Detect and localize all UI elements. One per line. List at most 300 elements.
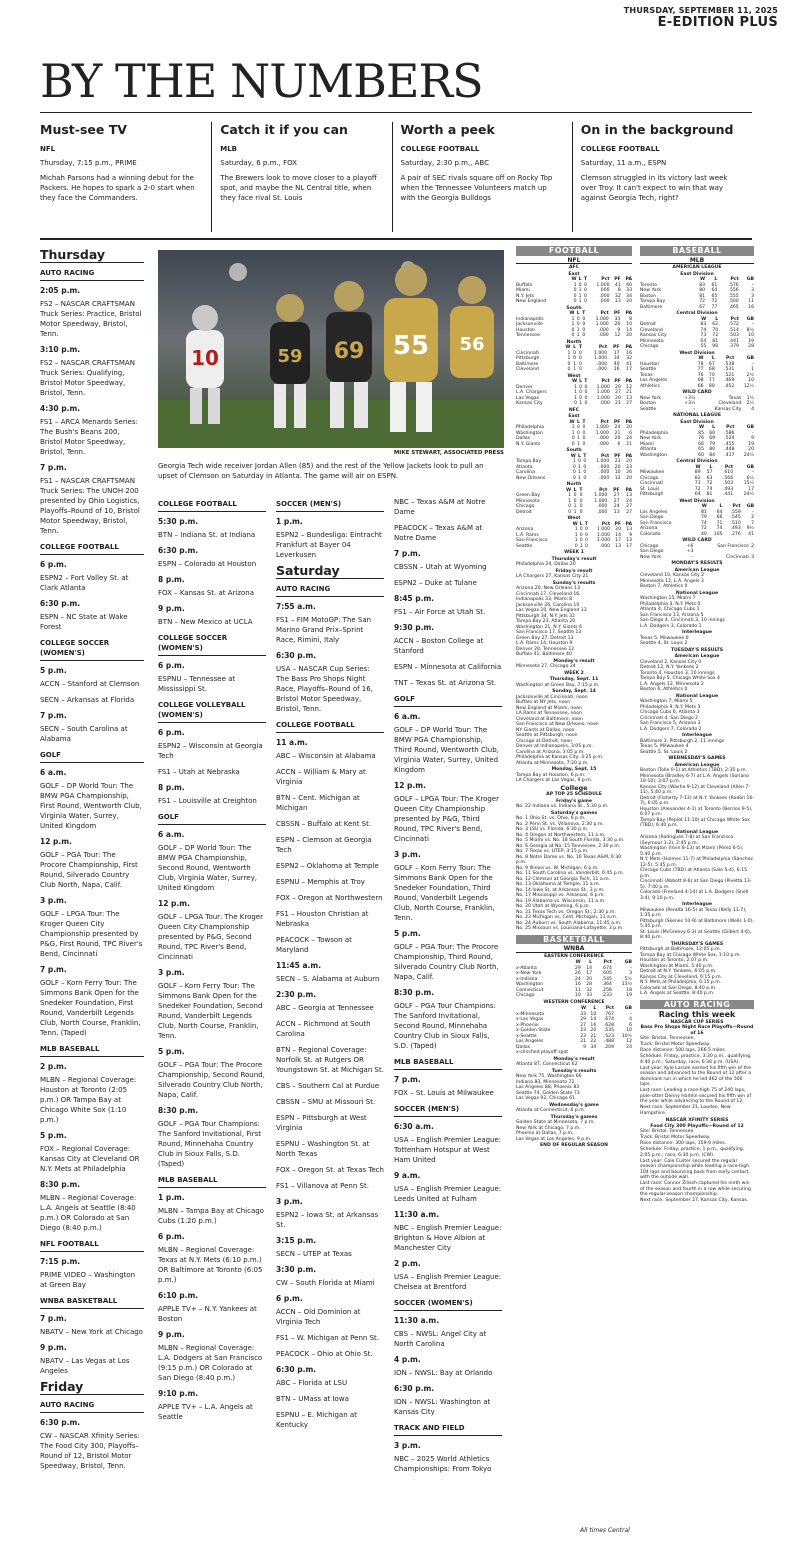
table-cell: 1 xyxy=(571,322,575,327)
table-cell: 14 xyxy=(586,965,593,971)
table-cell: .514 xyxy=(728,327,739,333)
result-line: No. 12 Clemson at Georgia Tech, 11 a.m. xyxy=(516,876,611,882)
table-cell: 0 xyxy=(572,470,576,475)
table-cell: 11 xyxy=(748,299,754,304)
results-heading: National League xyxy=(675,590,719,596)
table-cell: 1 xyxy=(571,425,575,430)
result-line: No. 6 Georgia at No. 15 Tennessee, 2:30 p.m. xyxy=(516,843,621,849)
results-heading: National League xyxy=(675,693,719,699)
column-header: T xyxy=(584,379,588,384)
table-cell: 0 xyxy=(582,316,586,322)
column-header: Pct xyxy=(730,316,739,322)
table-cell: 1 xyxy=(574,395,578,401)
table-cell: 21 xyxy=(626,441,632,447)
table-cell: Miami xyxy=(640,441,654,447)
result-line: Pittsburgh at Baltimore, 12:05 p.m. xyxy=(640,947,722,952)
table-cell: .538 xyxy=(724,361,735,367)
standings-table xyxy=(640,504,754,537)
table-cell: 16 xyxy=(574,982,581,987)
table-cell: x-Atlanta xyxy=(516,965,537,971)
standings-table xyxy=(640,425,754,458)
feature-category: NFL xyxy=(40,145,56,153)
table-cell: 20 xyxy=(626,425,632,430)
table-cell: 13 xyxy=(626,527,632,532)
result-line: Cleveland 10, Kansas City 2 xyxy=(640,573,705,578)
table-cell: 67 xyxy=(699,304,706,310)
listing-time: 3 p.m. xyxy=(276,1197,303,1206)
table-cell: 1.000 xyxy=(594,498,608,504)
table-cell: Houston xyxy=(640,361,660,367)
result-line: Atlanta at Connecticut, 6 p.m. xyxy=(516,1108,586,1113)
table-cell: 2 xyxy=(751,543,754,549)
listing-item: FOX – Oregon St. at Texas Tech xyxy=(276,1166,384,1174)
table-cell: 23 xyxy=(580,1033,587,1039)
listing-item: ESPNU – Washington St. at North Texas xyxy=(276,1140,370,1158)
table-cell: 10 xyxy=(574,993,581,998)
table-cell: .523 xyxy=(603,1033,615,1039)
result-line: Texas 5, Milwaukee 0 xyxy=(640,635,689,641)
table-cell: 68 xyxy=(697,378,704,383)
table-cell: N.Y. Giants xyxy=(516,441,541,447)
table-cell: 1 xyxy=(573,367,576,372)
listing-item: USA – English Premier League: Leeds United at Fulham xyxy=(394,1185,502,1203)
standings-table xyxy=(516,522,632,550)
result-line: Minnesota (Bradley 6-7) at L.A. Angels (Soriano 10-10), 3:07 p.m. xyxy=(640,773,749,784)
table-cell: .469 xyxy=(724,378,735,383)
listing-item: FS2 – NASCAR CRAFTSMAN Truck Series: Practice, Bristol Motor Speedway, Bristol, Tenn. xyxy=(40,300,142,338)
table-cell: 27 xyxy=(613,498,620,504)
table-cell: 1.000 xyxy=(593,350,608,356)
result-line: Washington at Green Bay, 7:15 p.m. xyxy=(516,682,600,688)
sport-heading: NFL FOOTBALL xyxy=(40,1239,144,1252)
table-cell: 1.000 xyxy=(596,395,610,401)
table-cell: 19 xyxy=(748,338,754,344)
feature-category: MLB xyxy=(220,145,238,153)
table-cell: 20 xyxy=(626,333,632,338)
table-cell: 3 xyxy=(629,971,632,976)
results-heading: Thursday's games xyxy=(550,1114,598,1120)
table-cell: 8 xyxy=(629,316,632,322)
listing-time: 8:30 p.m. xyxy=(394,988,435,997)
result-line: Jacksonville at Cincinnati, noon xyxy=(516,694,588,700)
listing-item: GOLF – LPGA Tour: The Kroger Queen City Championship presented by P&G, Second Round, TPC River's Bend, Cincinnati xyxy=(158,913,263,961)
racing-detail: Site: Bristol, Tennessee. xyxy=(640,1129,695,1134)
column-header: Pct xyxy=(732,504,741,509)
tv-listings-col-1 xyxy=(40,246,144,1477)
feature-desc: A pair of SEC rivals square off on Rocky Top when the Tennessee Volunteers match up with the Georgia Bulldogs xyxy=(400,174,553,202)
results-heading: END OF REGULAR SEASON xyxy=(540,1143,608,1148)
listing-time: 4 p.m. xyxy=(394,1355,421,1364)
column-header: GB xyxy=(624,960,632,965)
table-cell: 20 xyxy=(615,527,622,532)
result-line: LA Rams at Tennessee, noon xyxy=(516,711,582,716)
result-line: Philadelphia 9, N.Y. Mets 3 xyxy=(640,704,701,710)
table-cell: 0 xyxy=(573,493,577,498)
listing-item: SECN – UTEP at Texas xyxy=(276,1250,352,1258)
result-line: Boston (Tolle 0-1) at Athletics (TBD), 2:35 p.m. xyxy=(640,768,748,773)
listing-item: ESPN2 – Wisconsin at Georgia Tech xyxy=(158,742,263,760)
table-cell: 13 xyxy=(626,538,632,543)
table-cell: Cleveland xyxy=(516,367,539,372)
table-cell: 79 xyxy=(709,441,716,447)
racing-title: Racing this week xyxy=(658,1010,736,1019)
sport-heading: SOCCER (WOMEN'S) xyxy=(394,1298,502,1311)
table-cell: 13 xyxy=(613,509,620,515)
table-cell: 72 xyxy=(699,299,706,304)
table-row xyxy=(516,476,632,482)
game-photo xyxy=(158,250,504,448)
table-cell: .000 xyxy=(598,327,609,333)
table-cell: 4 xyxy=(751,406,754,412)
column-header: Pct xyxy=(725,356,735,361)
table-cell: Pittsburgh xyxy=(516,356,540,361)
listing-time: 2 p.m. xyxy=(40,1062,67,1071)
table-cell: 1.000 xyxy=(594,493,608,498)
table-cell: 8½ xyxy=(746,327,754,333)
table-cell: N.Y. Jets xyxy=(516,293,535,299)
results-heading: Wednesday's game xyxy=(549,1102,599,1108)
table-cell: Tampa Bay xyxy=(516,459,542,464)
table-cell: 0 xyxy=(583,459,587,464)
listing-item: FS1 – Villanova at Penn St. xyxy=(276,1182,369,1190)
result-line: Washington 15, Miami 7 xyxy=(640,596,696,601)
result-line: San Francisco 17, Seattle 13 xyxy=(516,630,582,635)
nfl-results xyxy=(516,550,632,784)
results-heading: Friday's result xyxy=(555,568,593,574)
table-cell: 1.000 xyxy=(595,430,609,436)
table-cell: 65 xyxy=(711,293,718,299)
table-cell: 62 xyxy=(712,322,719,327)
table-cell: 10 xyxy=(626,322,632,327)
table-cell: 0 xyxy=(567,361,571,367)
listing-item: PEACOCK – Towson at Maryland xyxy=(276,936,352,954)
listing-time: 3:30 p.m. xyxy=(276,1265,317,1274)
table-cell: .441 xyxy=(728,338,739,344)
table-cell: Atlanta xyxy=(640,447,657,452)
result-line: No. 3 LSU vs. Florida, 6:30 p.m. xyxy=(516,827,589,832)
table-cell: .510 xyxy=(730,520,741,526)
column-header: T xyxy=(582,311,586,316)
table-row xyxy=(640,453,754,459)
table-cell: Pittsburgh xyxy=(640,492,664,497)
table-cell: .000 xyxy=(598,436,609,441)
result-line: No. 20 Utah at Wyoming, 6 p.m. xyxy=(516,904,591,909)
table-cell: Tennessee xyxy=(516,333,540,338)
result-line: Cincinnati 4, San Diego 2 xyxy=(640,715,699,721)
table-cell: 1.000 xyxy=(595,425,609,430)
racing-cup-details xyxy=(640,1036,754,1116)
listing-item: GOLF – PGA Tour Champions: The Sanford Invitational, First Round, Minnehaha Country Club in Sioux Falls, S.D. (Taped) xyxy=(158,1120,262,1168)
column-header: Pct xyxy=(605,1006,615,1011)
division-name: South xyxy=(566,305,582,311)
league-name: AMERICAN LEAGUE xyxy=(672,265,722,270)
column-header: PA xyxy=(625,345,632,350)
feature-desc: Michah Parsons had a winning debut for the Packers. He hopes to spark a 2-0 start when they face the Commanders. xyxy=(40,174,195,202)
listing-time: 5:30 p.m. xyxy=(158,517,199,526)
table-cell: 0 xyxy=(571,333,575,338)
table-cell: 27 xyxy=(626,509,632,515)
listing-time: 2:05 p.m. xyxy=(40,286,81,295)
table-cell: 77 xyxy=(711,304,718,310)
table-cell: Cincinnati xyxy=(640,481,663,486)
table-cell: 1 xyxy=(567,350,571,356)
table-row xyxy=(516,993,632,999)
table-cell: .000 xyxy=(599,293,610,299)
table-cell: Detroit xyxy=(640,322,656,327)
result-line: Los Angeles 88, Phoenix 83 xyxy=(516,1085,580,1090)
listing-time: 11:45 a.m. xyxy=(276,961,322,970)
column-header: W xyxy=(581,1006,587,1011)
column-header: Pct xyxy=(599,487,608,493)
table-cell: 0 xyxy=(582,436,586,441)
results-heading: Sunday, Sept. 14 xyxy=(552,689,596,694)
football-standings xyxy=(516,246,632,1149)
column-header: L xyxy=(712,425,716,430)
column-header: PF xyxy=(613,419,621,425)
table-cell: Seattle xyxy=(516,543,533,549)
listing-time: 7 p.m. xyxy=(394,549,421,558)
table-cell: 72 xyxy=(706,481,713,486)
table-cell: Cincinnati xyxy=(516,350,539,356)
racing-detail: Race distance: 300 laps, 159.9 miles. xyxy=(640,1141,727,1146)
division-name: East xyxy=(568,414,580,419)
listing-item: ABC – Florida at LSU xyxy=(276,1379,348,1387)
table-cell: 3 xyxy=(751,293,754,299)
table-row xyxy=(516,544,632,550)
sport-heading: COLLEGE FOOTBALL xyxy=(276,720,384,733)
table-cell: .000 xyxy=(599,401,610,406)
feature-time: Thursday, 7:15 p.m., PRIME xyxy=(40,159,137,167)
listing-time: 5 p.m. xyxy=(40,1131,67,1140)
listing-time: 7 p.m. xyxy=(40,711,67,720)
division-name: Central Division xyxy=(676,459,718,464)
table-cell: 2½ xyxy=(746,401,754,406)
table-cell: 21 xyxy=(580,1039,587,1044)
result-line: Philadelphia 3, N.Y. Mets 0 xyxy=(640,601,701,607)
sport-heading: COLLEGE VOLLEYBALL (WOMEN'S) xyxy=(158,700,266,723)
table-cell: 1 xyxy=(579,543,583,549)
table-cell: 20 xyxy=(590,1028,597,1033)
listing-item: GOLF – Korn Ferry Tour: The Simmons Bank Open for the Snedeker Foundation, Second Round, Vanderbilt Legends Club, North Course, Franklin, Tenn. xyxy=(158,982,263,1040)
listing-item: BTN – Cent. Michigan at Michigan xyxy=(276,794,360,812)
sport-heading: GOLF xyxy=(394,694,502,707)
result-line: No. 25 Missouri vs. Louisiana-Lafayette, 3 p.m. xyxy=(516,926,624,931)
racing-detail: Race distance: 500 laps, 266.5 miles. xyxy=(640,1048,727,1053)
listing-item: GOLF – DP World Tour: The BMW PGA Championship, Second Round, Wentworth Club, Virginia Water, Surrey, United Kingdom xyxy=(158,844,257,892)
table-cell: Dallas xyxy=(516,436,531,441)
result-line: Colorado at San Diego, 8:40 p.m. xyxy=(640,985,717,991)
table-cell: 0 xyxy=(584,543,588,549)
conference-name: NFC xyxy=(568,407,580,413)
result-line: Washington 7, Miami 5 xyxy=(640,699,693,704)
racing-detail: Last year: Kyle Larson earned his fifth win of the season and advanced to the Round of 12 after a dominant run in which he led 462 of the 500 laps. xyxy=(640,1065,752,1087)
table-cell: 33 xyxy=(614,316,621,322)
table-cell: .605 xyxy=(601,971,612,976)
table-cell: 0 xyxy=(579,532,583,538)
listing-time: 5 p.m. xyxy=(158,1047,185,1056)
column-header: PF xyxy=(613,487,620,493)
baseball-header: BASEBALL xyxy=(640,246,754,256)
results-heading: Thursday, Sept. 11 xyxy=(549,677,599,682)
results-heading: American League xyxy=(674,762,720,768)
listing-item: CW – South Florida at Miami xyxy=(276,1279,375,1287)
table-cell: 26 xyxy=(574,971,581,976)
table-cell: 0 xyxy=(584,527,588,532)
photo-caption: Georgia Tech wide receiver Jordan Allen (85) and the rest of the Yellow Jackets look to pull an upset of Clemson on Saturday in Atlanta. The game will air on ESPN. xyxy=(158,462,484,480)
table-cell: x-Golden State xyxy=(516,1028,551,1033)
result-line: Carolina at Arizona, 3:05 p.m. xyxy=(516,749,585,755)
table-cell: 85 xyxy=(698,430,705,436)
mlb-league: MLB xyxy=(640,258,754,265)
table-cell: 41 xyxy=(614,282,621,288)
table-cell: Detroit xyxy=(516,509,532,515)
result-line: L.A. Dodgers 7, Colorado 2 xyxy=(640,726,702,732)
listing-item: MLBN – Tampa Bay at Chicago Cubs (1:20 p.m.) xyxy=(158,1207,264,1225)
result-line: No. 23 Michigan vs. Cent. Michigan, 11 a.m. xyxy=(516,915,618,920)
listing-item: GOLF – LPGA Tour: The Kroger Queen City Championship presented by P&G, Third Round, TPC River's Bend, Cincinnati xyxy=(394,795,499,843)
column-header: L xyxy=(714,277,718,282)
table-cell: 79 xyxy=(700,515,707,520)
table-cell: Chicago xyxy=(640,543,659,549)
sport-heading: COLLEGE FOOTBALL xyxy=(158,499,266,512)
column-header: W xyxy=(571,277,577,282)
result-line: No. 1 Ohio St. vs. Ohio, 6 p.m. xyxy=(516,816,586,821)
column-header: W xyxy=(565,487,572,493)
table-cell: 28 xyxy=(748,344,754,349)
table-cell: 20 xyxy=(626,459,632,464)
table-cell: 28 xyxy=(586,982,593,987)
column-header: Pct xyxy=(730,277,739,282)
listing-item: FOX – Oregon at Northwestern xyxy=(276,894,383,902)
racing-detail: Schedule: Friday, practice, 3:30 p.m., qualifying, 4:40 p.m.; Saturday, race, 6:30 p.m. (USA). xyxy=(640,1054,752,1065)
table-cell: 72 xyxy=(712,333,719,338)
table-cell: Indianapolis xyxy=(516,316,544,322)
table-cell: 0 xyxy=(568,504,572,509)
table-row xyxy=(516,442,632,448)
table-cell: .000 xyxy=(599,464,610,470)
table-cell: 1 xyxy=(577,475,581,481)
listing-item: ACCN – Richmond at South Carolina xyxy=(276,1020,371,1038)
table-cell: 10 xyxy=(748,378,754,383)
table-cell: 6 xyxy=(617,441,621,447)
listing-item: ION – NWSL: Bay at Orlando xyxy=(394,1369,493,1377)
table-cell: St. Louis xyxy=(640,486,660,492)
table-cell: .209 xyxy=(603,1044,615,1050)
result-line: Cincinnati (Abbott 8-6) at San Diego (Pivetta 13-5), 7:40 p.m. xyxy=(640,879,752,890)
sport-heading: SOCCER (MEN'S) xyxy=(394,1104,502,1117)
table-cell: 67 xyxy=(708,361,715,367)
result-line: Denver at Indianapolis, 3:05 p.m. xyxy=(516,744,593,749)
column-header: W xyxy=(701,504,707,509)
table-row xyxy=(640,407,754,413)
table-cell: 0 xyxy=(567,367,571,372)
day-heading: Saturday xyxy=(276,566,384,579)
sport-heading: GOLF xyxy=(158,812,266,825)
listing-item: ESPN2 – Fort Valley St. at Clark Atlanta xyxy=(40,574,129,592)
table-cell: 0 xyxy=(576,322,580,327)
listing-item: FS1 – W. Michigan at Penn St. xyxy=(276,1334,379,1342)
table-cell: .586 xyxy=(724,430,735,436)
jersey-number: 69 xyxy=(333,339,365,364)
listing-time: 6 p.m. xyxy=(276,1294,303,1303)
listing-item: ESPN – Pittsburgh at West Virginia xyxy=(276,1114,367,1132)
listing-time: 8:45 p.m. xyxy=(394,594,435,603)
table-cell: 0 xyxy=(571,327,575,333)
result-line: Arizona (Rodriguez 7-8) at San Francisco (Seymour 1-2), 2:45 p.m. xyxy=(640,835,734,846)
table-cell: 24 xyxy=(626,1044,632,1050)
result-line: L.A. Rams 14, Houston 9 xyxy=(516,641,573,646)
listing-item: NBC – 2025 World Athletics Championships: From Tokyo xyxy=(394,1455,492,1473)
result-line: Washington 21, N.Y. Giants 6 xyxy=(516,624,583,630)
table-cell: 13 xyxy=(614,475,621,481)
division-name: East Division xyxy=(680,419,714,425)
table-cell: Los Angeles xyxy=(640,509,668,515)
sport-heading: SOCCER (MEN'S) xyxy=(276,499,384,512)
table-cell: San Francisco xyxy=(640,520,672,526)
table-cell: 81 xyxy=(700,509,707,515)
result-line: Philadelphia 24, Dallas 20 xyxy=(516,562,576,567)
table-cell: .674 xyxy=(601,965,612,971)
table-cell: .556 xyxy=(728,288,739,293)
table-cell: Cleveland xyxy=(640,327,663,333)
table-cell: 1.000 xyxy=(596,390,610,395)
table-cell: .559 xyxy=(730,509,741,515)
division-name: East Division xyxy=(680,271,714,277)
result-line: NY Giants at Dallas, noon xyxy=(516,727,575,733)
table-cell: 21 xyxy=(626,390,632,395)
table-cell: 1 xyxy=(571,316,575,322)
division-name: West Division xyxy=(679,498,715,504)
result-line: Chicago Cubs (TBD) at Atlanta (Sale 5-4), 6:15 p.m. xyxy=(640,868,747,879)
tv-listings-col-3 xyxy=(276,497,384,1436)
table-cell: 72 xyxy=(694,486,701,492)
table-cell: 26 xyxy=(614,322,621,327)
result-line: Minnesota 27, Chicago 24 xyxy=(516,664,576,669)
racing-detail: Last race: Leading a race-high 75 of 240 laps, pole-sitter Denny Hamlin secured his fifth win of the year while advancing to the Round of 12. xyxy=(640,1088,752,1104)
table-cell: 0 xyxy=(579,538,583,543)
sport-heading: TRACK AND FIELD xyxy=(394,1423,502,1436)
table-cell: 0 xyxy=(584,401,588,406)
listing-time: 9 a.m. xyxy=(394,1171,421,1180)
table-cell: 20 xyxy=(615,384,621,390)
table-cell: .545 xyxy=(601,976,612,982)
section-divider xyxy=(40,238,752,240)
table-cell: Kansas City xyxy=(516,401,543,406)
feature-title: Catch it if you can xyxy=(220,122,348,137)
featured-picks xyxy=(40,122,752,232)
column-header: W xyxy=(571,379,578,384)
table-cell: 0 xyxy=(568,509,572,515)
table-cell: Chicago xyxy=(640,344,659,349)
table-cell: 0 xyxy=(583,464,587,470)
table-cell: 11 xyxy=(574,987,581,993)
table-cell: New England xyxy=(516,299,547,304)
table-row xyxy=(516,401,632,407)
table-cell: 20 xyxy=(614,436,621,441)
table-cell: Houston xyxy=(516,327,536,333)
table-cell: 74 xyxy=(700,327,707,333)
result-line: Washington at Miami, 5:40 p.m. xyxy=(640,963,714,969)
table-cell: Baltimore xyxy=(640,304,663,310)
table-cell: .000 xyxy=(597,504,608,509)
result-line: N.Y. Mets (Holmes 11-7) at Philadelphia (Sánchez 12-5), 5:45 p.m. xyxy=(640,857,753,868)
table-cell: Milwaukee xyxy=(640,470,665,475)
racing-series-xfinity: NASCAR XFINITY SERIES xyxy=(665,1118,729,1123)
listing-time: 6:30 p.m. xyxy=(276,1365,317,1374)
table-cell: 55 xyxy=(700,344,707,349)
standings-table xyxy=(516,1006,632,1050)
table-cell: 66 xyxy=(698,441,705,447)
